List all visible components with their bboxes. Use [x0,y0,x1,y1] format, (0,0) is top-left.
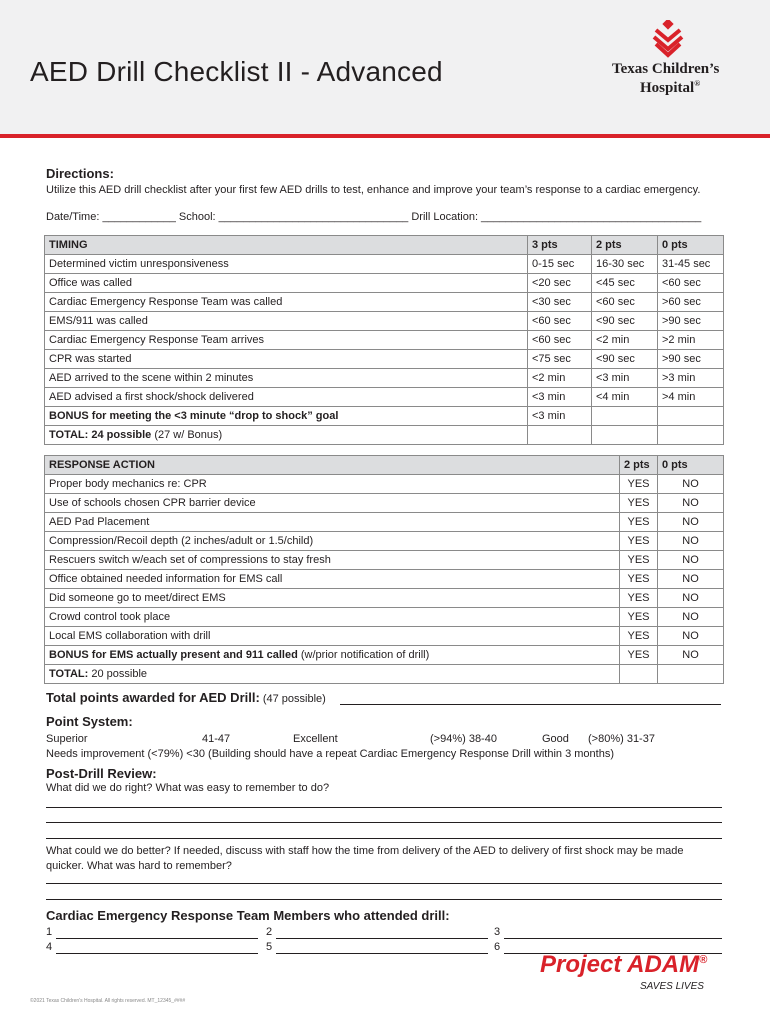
timing-cell: <60 sec [528,312,592,331]
project-adam-name: Project ADAM® [540,951,708,978]
timing-cell: <60 sec [592,293,658,312]
timing-cell: >2 min [658,331,724,350]
logo-text-line2: Hospital® [640,79,701,96]
timing-header-3pts: 3 pts [528,236,592,255]
yes-cell: YES [620,513,658,532]
timing-header-2pts: 2 pts [592,236,658,255]
table-row [45,312,724,331]
timing-item: Cardiac Emergency Response Team arrives [45,331,528,350]
header-divider [0,134,770,138]
timing-header: TIMING [45,236,528,255]
timing-cell: <30 sec [528,293,592,312]
member-line-2[interactable] [276,938,488,939]
yes-cell: YES [620,532,658,551]
timing-cell: <60 sec [528,331,592,350]
response-header-2pts: 2 pts [620,456,658,475]
timing-item: Office was called [45,274,528,293]
response-item: Crowd control took place [45,608,620,627]
timing-cell: <3 min [528,388,592,407]
question-did-right: What did we do right? What was easy to remember to do? [46,782,330,794]
rating-superior-range: 41-47 [202,733,231,745]
response-item: Compression/Recoil depth (2 inches/adult or 1.5/child) [45,532,620,551]
timing-item: CPR was started [45,350,528,369]
empty-cell [528,426,592,445]
timing-cell: <45 sec [592,274,658,293]
table-row [45,369,724,388]
member-number-1: 1 [46,926,53,938]
timing-cell: 16-30 sec [592,255,658,274]
table-row [45,388,724,407]
response-action-table [44,455,724,684]
directions-heading: Directions: [46,166,114,181]
table-row [45,494,724,513]
question-do-better: What could we do better? If needed, discuss with staff how the time from delivery of the AED to delivery of first shock may be made [46,845,684,857]
yes-cell: YES [620,475,658,494]
table-row [45,570,724,589]
response-item: Did someone go to meet/direct EMS [45,589,620,608]
no-cell: NO [658,627,724,646]
yes-cell: YES [620,589,658,608]
empty-cell [620,665,658,684]
heart-chevron-icon [648,20,688,58]
directions-text: Utilize this AED drill checklist after your first few AED drills to test, enhance and improve your team’s response to a cardiac emergency. [46,184,701,196]
no-cell: NO [658,494,724,513]
page-title: AED Drill Checklist II - Advanced [30,56,443,87]
answer-line[interactable] [46,838,722,839]
post-drill-heading: Post-Drill Review: [46,766,157,781]
timing-cell: <90 sec [592,312,658,331]
rating-good-range: (>80%) 31-37 [588,733,655,745]
timing-total: TOTAL: 24 possible (27 w/ Bonus) [45,426,528,445]
timing-bonus-value: <3 min [528,407,592,426]
total-points-label: Total points awarded for AED Drill: (47 possible) [46,690,326,705]
member-line-3[interactable] [504,938,722,939]
timing-bonus-label: BONUS for meeting the <3 minute “drop to shock” goal [45,407,528,426]
point-system-heading: Point System: [46,714,133,729]
table-row [45,551,724,570]
no-cell: NO [658,532,724,551]
no-cell: NO [658,608,724,627]
no-cell: NO [658,646,724,665]
rating-needs-improvement: Needs improvement (<79%) <30 (Building should have a repeat Cardiac Emergency Response Drill within 3 months) [46,748,615,760]
timing-item: AED advised a first shock/shock delivered [45,388,528,407]
timing-cell: <75 sec [528,350,592,369]
timing-table [44,235,724,445]
member-line-4[interactable] [56,953,258,954]
response-header: RESPONSE ACTION [45,456,620,475]
response-bonus-label: BONUS for EMS actually present and 911 called (w/prior notification of drill) [45,646,620,665]
empty-cell [592,426,658,445]
table-row [45,532,724,551]
project-adam-slogan: SAVES LIVES [640,981,704,992]
empty-cell [592,407,658,426]
timing-cell: <4 min [592,388,658,407]
rating-excellent-range: (>94%) 38-40 [430,733,497,745]
response-item: Local EMS collaboration with drill [45,627,620,646]
table-row [45,475,724,494]
table-row [45,589,724,608]
timing-cell: <2 min [528,369,592,388]
empty-cell [658,426,724,445]
member-number-6: 6 [494,941,501,953]
table-row [45,331,724,350]
answer-line[interactable] [46,883,722,884]
yes-cell: YES [620,494,658,513]
timing-item: Determined victim unresponsiveness [45,255,528,274]
table-row [45,274,724,293]
response-item: Use of schools chosen CPR barrier device [45,494,620,513]
timing-header-0pts: 0 pts [658,236,724,255]
no-cell: NO [658,513,724,532]
timing-cell: >90 sec [658,312,724,331]
answer-line[interactable] [46,807,722,808]
response-item: Proper body mechanics re: CPR [45,475,620,494]
answer-line[interactable] [46,822,722,823]
empty-cell [658,407,724,426]
table-row [45,293,724,312]
logo-text-line1: Texas Children’s [612,61,720,77]
table-row [45,513,724,532]
response-bonus-row [45,646,724,665]
rating-superior: Superior [46,733,88,745]
footer-copyright: ©2021 Texas Children's Hospital. All rights reserved. MT_12345_#### [30,998,186,1004]
table-row [45,627,724,646]
answer-line[interactable] [46,899,722,900]
timing-bonus-row [45,407,724,426]
no-cell: NO [658,551,724,570]
rating-good: Good [542,733,569,745]
timing-cell: >4 min [658,388,724,407]
member-line-1[interactable] [56,938,258,939]
table-row [45,255,724,274]
response-item: Office obtained needed information for EMS call [45,570,620,589]
timing-cell: >60 sec [658,293,724,312]
timing-cell: 0-15 sec [528,255,592,274]
member-line-5[interactable] [276,953,488,954]
question-do-better-cont: quicker. What was hard to remember? [46,860,232,872]
member-number-2: 2 [266,926,273,938]
timing-cell: <2 min [592,331,658,350]
members-heading: Cardiac Emergency Response Team Members who attended drill: [46,908,450,923]
project-adam-logo [540,951,730,999]
timing-cell: <20 sec [528,274,592,293]
response-header-row [45,456,724,475]
timing-cell: <60 sec [658,274,724,293]
timing-cell: 31-45 sec [658,255,724,274]
yes-cell: YES [620,608,658,627]
timing-total-row [45,426,724,445]
empty-cell [658,665,724,684]
total-points-line[interactable] [340,704,721,705]
timing-item: EMS/911 was called [45,312,528,331]
rating-excellent: Excellent [293,733,338,745]
no-cell: NO [658,589,724,608]
timing-cell: <3 min [592,369,658,388]
yes-cell: YES [620,570,658,589]
timing-cell: <90 sec [592,350,658,369]
timing-header-row [45,236,724,255]
timing-cell: >90 sec [658,350,724,369]
no-cell: NO [658,475,724,494]
member-number-3: 3 [494,926,501,938]
yes-cell: YES [620,646,658,665]
timing-item: Cardiac Emergency Response Team was called [45,293,528,312]
timing-item: AED arrived to the scene within 2 minutes [45,369,528,388]
response-total-row [45,665,724,684]
yes-cell: YES [620,551,658,570]
timing-cell: >3 min [658,369,724,388]
member-number-4: 4 [46,941,53,953]
drill-info-fields: Date/Time: ____________ School: _______________________________ Drill Location: ____________________________________ [46,211,702,223]
member-number-5: 5 [266,941,273,953]
yes-cell: YES [620,627,658,646]
response-total: TOTAL: 20 possible [45,665,620,684]
texas-childrens-logo [600,20,740,110]
response-item: AED Pad Placement [45,513,620,532]
response-header-0pts: 0 pts [658,456,724,475]
no-cell: NO [658,570,724,589]
table-row [45,608,724,627]
response-item: Rescuers switch w/each set of compressions to stay fresh [45,551,620,570]
table-row [45,350,724,369]
